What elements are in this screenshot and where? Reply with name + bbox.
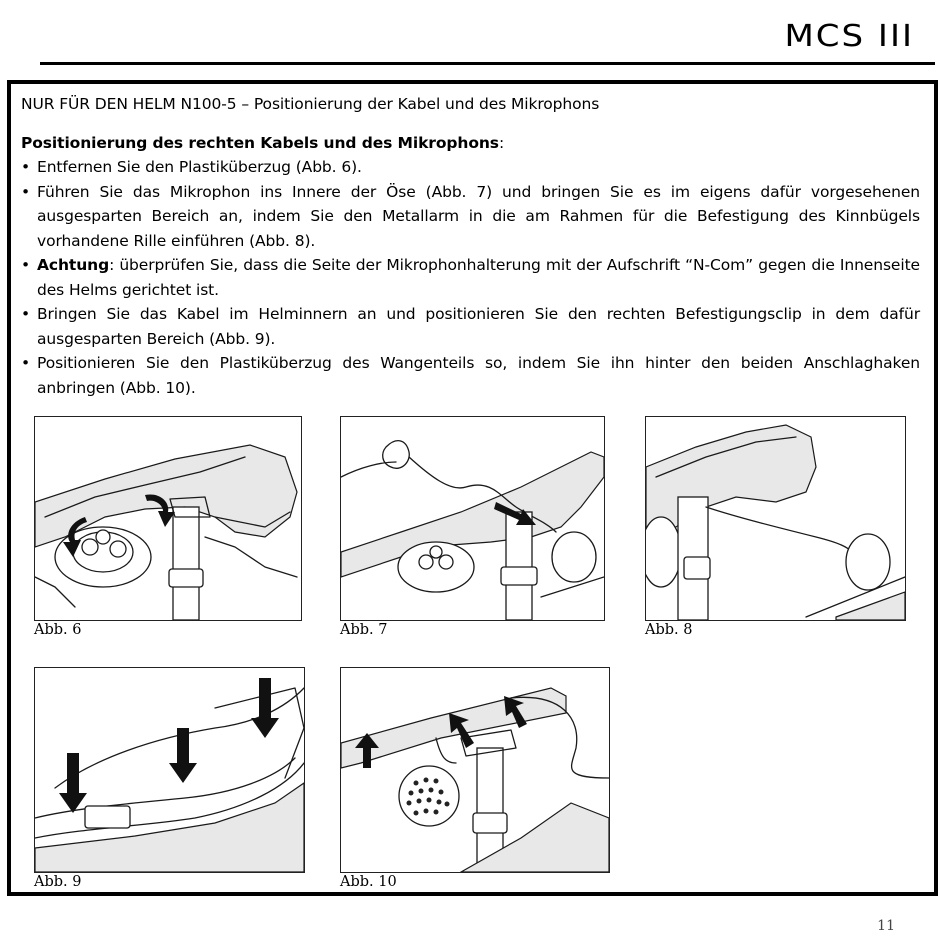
helmet-illustration-icon (341, 417, 604, 620)
subheading (21, 131, 920, 156)
helmet-illustration-icon (35, 668, 304, 872)
figure-abb10 (340, 667, 610, 873)
figure-abb7 (340, 416, 605, 621)
list-item-text: Bringen Sie das Kabel im Helminnern an und positionieren Sie den rechten Befestigungsclip in dem dafür ausgesparten Bereich (Abb. 9). (37, 305, 920, 348)
list-item (21, 302, 920, 351)
list-item-text: Führen Sie das Mikrophon ins Innere der Öse (Abb. 7) und bringen Sie es im eigens dafür vorgesehenen ausgesparten Bereich an, indem Sie den Metallarm in die am Rahmen für die Befestigung des Kinnbügels vorhandene Rille einführen (Abb. 8). (37, 182, 920, 250)
list-item (21, 155, 920, 180)
caption-abb8: Abb. 8 (645, 622, 693, 638)
caption-abb10: Abb. 10 (340, 874, 397, 890)
list-item-bold: Achtung (37, 256, 110, 274)
section-title: NUR FÜR DEN HELM N100-5 – Positionierung der Kabel und des Mikrophons (21, 95, 600, 113)
list-item (21, 351, 920, 400)
caption-abb6: Abb. 6 (34, 622, 82, 638)
helmet-illustration-icon (341, 668, 609, 872)
list-item (21, 253, 920, 302)
helmet-illustration-icon (646, 417, 905, 620)
page-number: 11 (877, 918, 895, 934)
brand-logo: MCS III (784, 18, 914, 54)
caption-abb9: Abb. 9 (34, 874, 82, 890)
subheading-bold: Positionierung des rechten Kabels und des Mikrophons (21, 133, 499, 152)
header-rule (40, 62, 935, 65)
figure-abb8 (645, 416, 906, 621)
helmet-illustration-icon (35, 417, 301, 620)
list-item-text: Positionieren Sie den Plastiküberzug des Wangenteils so, indem Sie ihn hinter den beiden Anschlaghaken anbringen (Abb. 10). (37, 354, 920, 397)
instructions-block (21, 92, 920, 400)
list-item-text: Entfernen Sie den Plastiküberzug (Abb. 6). (37, 158, 362, 176)
list-item (21, 180, 920, 254)
instruction-list (21, 155, 920, 400)
figure-abb9 (34, 667, 305, 873)
figure-abb6 (34, 416, 302, 621)
caption-abb7: Abb. 7 (340, 622, 388, 638)
list-item-text: : überprüfen Sie, dass die Seite der Mikrophonhalterung mit der Aufschrift “N-Com” gegen die Innenseite des Helms gerichtet ist. (37, 256, 920, 299)
subheading-rest: : (498, 133, 505, 152)
